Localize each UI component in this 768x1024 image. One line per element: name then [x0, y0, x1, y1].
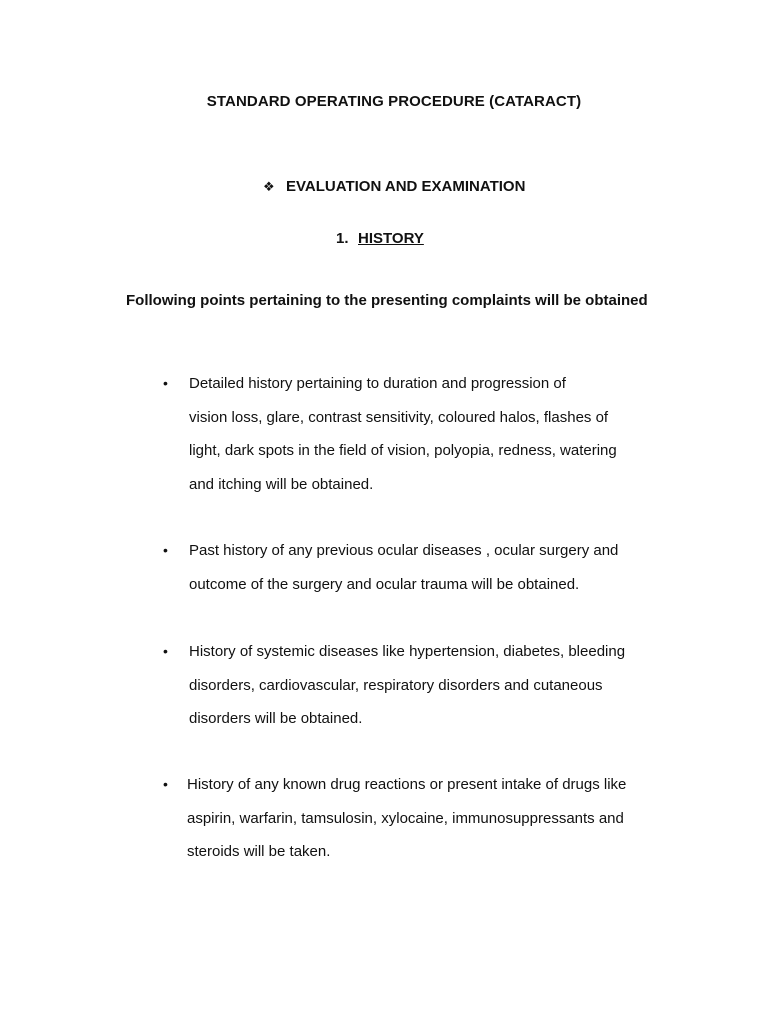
- section-heading: [263, 178, 525, 195]
- subsection-number: 1.: [336, 230, 349, 247]
- list-item-line: vision loss, glare, contrast sensitivity, coloured halos, flashes of: [189, 408, 609, 426]
- list-item-line: History of any known drug reactions or present intake of drugs like: [187, 776, 627, 793]
- list-item-line: light, dark spots in the field of vision, polyopia, redness, watering: [189, 442, 617, 459]
- bullet-icon: •: [163, 776, 168, 792]
- list-item-text: [187, 768, 687, 869]
- list-item-line: History of systemic diseases like hypertension, diabetes, bleeding: [189, 643, 626, 660]
- diamond-bullet-icon: ❖: [263, 179, 275, 194]
- subsection-heading-text: HISTORY: [358, 230, 424, 247]
- list-item-text: [189, 367, 689, 501]
- bullet-icon: •: [163, 375, 168, 391]
- list-item-line: Past history of any previous ocular diseases , ocular surgery and: [189, 542, 619, 559]
- bullet-icon: •: [163, 542, 168, 558]
- list-item-line: steroids will be taken.: [187, 843, 331, 860]
- list-item-line: disorders, cardiovascular, respiratory disorders and cutaneous: [189, 676, 603, 694]
- section-heading-text: EVALUATION AND EXAMINATION: [286, 178, 526, 195]
- document-title: STANDARD OPERATING PROCEDURE (CATARACT): [206, 93, 582, 110]
- list-item-line: aspirin, warfarin, tamsulosin, xylocaine, immunosuppressants and: [187, 809, 624, 827]
- subsection-heading: [336, 230, 424, 247]
- list-item-line: Detailed history pertaining to duration and progression of: [189, 375, 566, 392]
- bullet-icon: •: [163, 643, 168, 659]
- list-item-line: and itching will be obtained.: [189, 475, 374, 493]
- list-item-line: disorders will be obtained.: [189, 710, 363, 727]
- list-item-text: [189, 635, 689, 736]
- list-item-text: [189, 534, 689, 601]
- intro-paragraph: Following points pertaining to the presenting complaints will be obtained: [126, 292, 648, 309]
- list-item-line: outcome of the surgery and ocular trauma will be obtained.: [189, 575, 580, 593]
